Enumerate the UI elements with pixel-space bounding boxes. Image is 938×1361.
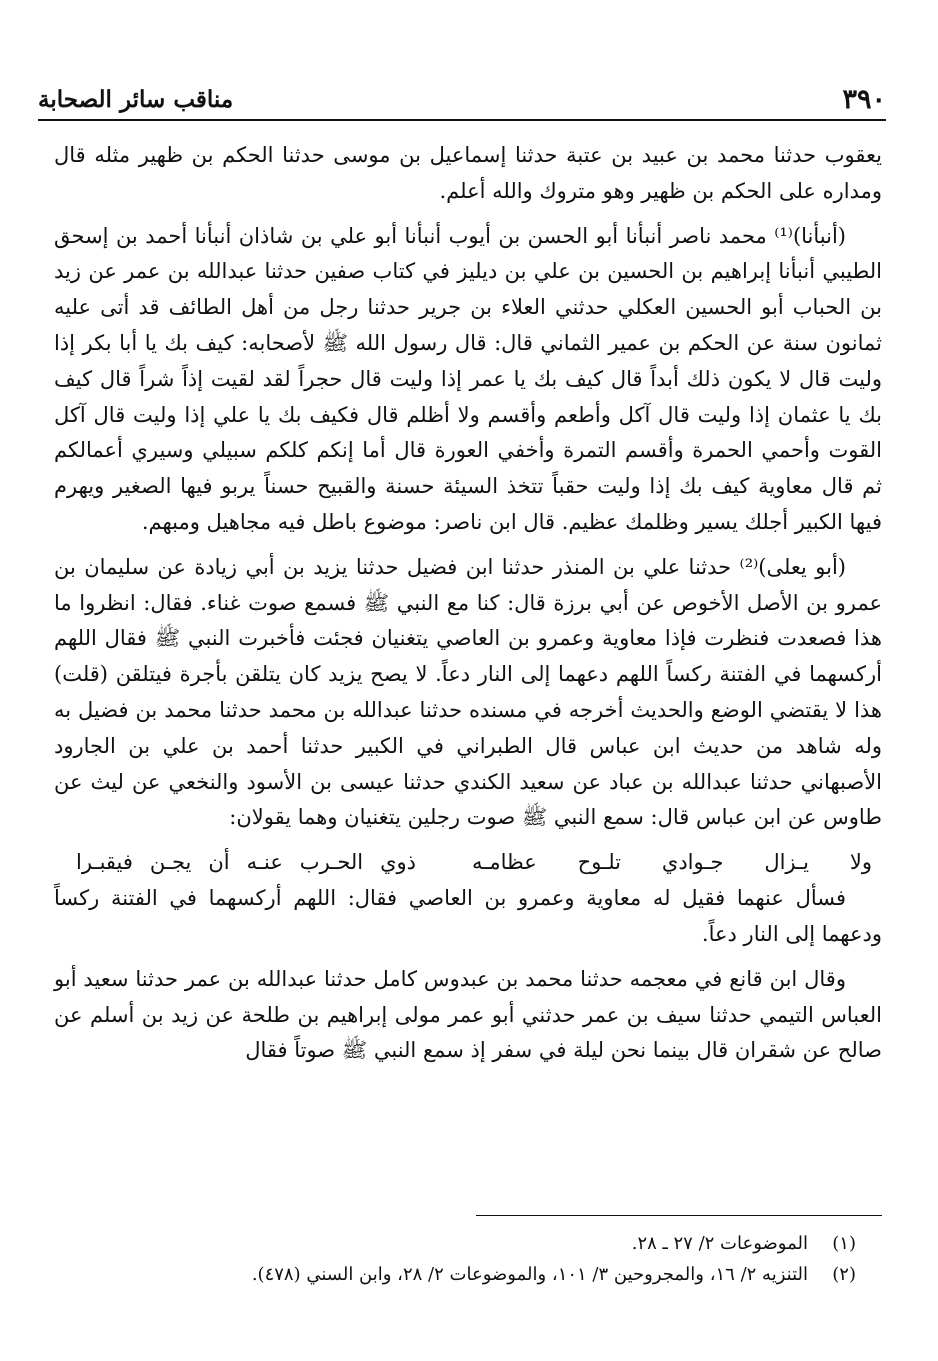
footnote-text: التنزيه ٢/ ١٦، والمجروحين ٣/ ١٠١، والموضوعات ٢/ ٢٨، وابن السني (٤٧٨). xyxy=(251,1264,808,1285)
header-rule xyxy=(38,119,886,121)
page-number: ٣٩٠ xyxy=(842,84,886,115)
paragraph-3: (أبو يعلى)⁽²⁾ حدثنا علي بن المنذر حدثنا ابن فضيل حدثنا يزيد بن أبي زيادة عن سليمان بن عمرو بن الأصل الأخوص عن أبي برزة قال: كنا مع النبي ﷺ فسمع صوت غناء. فقال: انظروا ما هذا فصعدت فنظرت فإذا معاوية وعمرو بن العاصي يتغنيان فجئت فأخبرت النبي ﷺ فقال اللهم أركسهما في الفتنة ركساً اللهم دعهما إلى النار دعاً. لا يصح يزيد كان يتلقن بأجرة فيتلقن (قلت) هذا لا يقتضي الوضع والحديث أخرجه في مسنده حدثنا عبدالله بن محمد حدثنا محمد بن فضيل به وله شاهد من حديث ابن عباس قال الطبراني في الكبير حدثنا أحمد بن علي بن الجارود الأصبهاني حدثنا عبدالله بن عباد عن سعيد الكندي حدثنا عيسى بن الأسود والنخعي عن ليث عن طاوس عن ابن عباس قال: سمع النبي ﷺ صوت رجلين يتغنيان وهما يقولان: xyxy=(54,554,882,830)
footnote-2 xyxy=(56,1259,856,1290)
paragraph-5: وقال ابن قانع في معجمه حدثنا محمد بن عبدوس كامل حدثنا عبدالله بن عمر حدثنا سعيد أبو العباس التيمي حدثنا سيف بن عمر حدثني أبو عمر مولى إبراهيم بن طلحة عن زيد بن أسلم عن صالح عن شقران قال بينما نحن ليلة في سفر إذ سمع النبي ﷺ صوتاً فقال xyxy=(54,966,882,1063)
footnote-rule xyxy=(476,1215,882,1216)
section-title: مناقب سائر الصحابة xyxy=(38,86,234,113)
footnote-1 xyxy=(56,1228,856,1259)
verse-second-hemistich: ذوي الحـرب عنـه أن يجـن فيقبـرا xyxy=(76,850,416,875)
footnote-number: (١) xyxy=(832,1233,856,1254)
paragraph-4: فسأل عنهما فقيل له معاوية وعمرو بن العاصي فقال: اللهم أركسهما في الفتنة ركساً ودعهما إلى النار دعاً. xyxy=(54,886,882,946)
poetry-verse xyxy=(54,845,882,881)
footnote-number: (٢) xyxy=(832,1264,856,1285)
footnote-text: الموضوعات ٢/ ٢٧ ـ ٢٨. xyxy=(631,1233,808,1254)
paragraph-2: (أنبأنا)⁽¹⁾ محمد ناصر أنبأنا أبو الحسن بن أيوب أنبأنا أبو علي بن شاذان أنبأنا أحمد بن إسحق الطيبي أنبأنا إبراهيم بن الحسين بن علي بن ديليز في كتاب صفين حدثنا عبدالله بن عمر عن زيد بن الحباب أبو الحسين العكلي حدثني العلاء بن جرير حدثنا رجل من أهل الطائف قد أتى عليه ثمانون سنة عن الحكم بن عمير الثماني قال: قال رسول الله ﷺ لأصحابه: كيف بك يا أبا بكر إذا وليت قال لا يكون ذلك أبداً قال كيف بك يا عمر إذا وليت قال حجراً لقد لقيت إذاً شراً قال كيف بك يا عثمان إذا وليت قال آكل وأطعم وأقسم ولا أظلم قال فكيف بك يا علي إذا وليت قال آكل القوت وأحمي الحمرة وأقسم التمرة وأخفي العورة قال أما إنكم كلكم سبيلي وسيري أعمالكم ثم قال معاوية كيف بك إذا وليت حقباً تتخذ السيئة حسنة والقبيح حسناً يربو فيها الصغير ويهرم فيها الكبير أجلك يسير وظلمك عظيم. قال ابن ناصر: موضوع باطل فيه مجاهيل ومبهم. xyxy=(54,223,882,534)
footnotes xyxy=(56,1228,856,1290)
running-head xyxy=(38,84,886,118)
paragraph-1: يعقوب حدثنا محمد بن عبيد بن عتبة حدثنا إسماعيل بن موسى حدثنا الحكم بن ظهير مثله قال ومداره على الحكم بن ظهير وهو متروك والله أعلم. xyxy=(54,143,882,203)
main-text xyxy=(54,138,882,1069)
verse-first-hemistich: ولا يـزال جـوادي تلـوح عظامـه xyxy=(472,850,872,875)
